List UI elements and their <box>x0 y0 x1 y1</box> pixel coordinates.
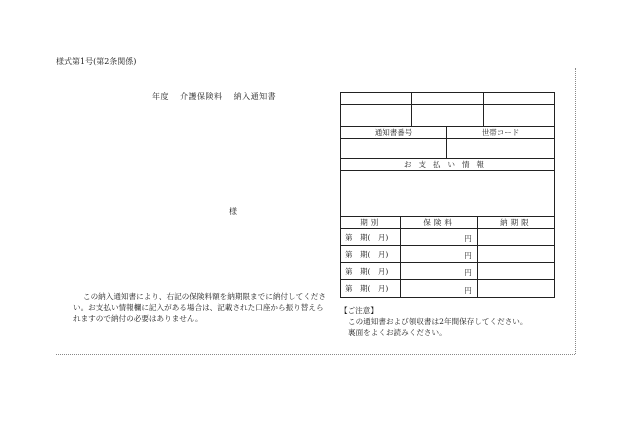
insurance-label: 介護保険料 <box>180 92 223 101</box>
premium-cell: 円 <box>401 280 477 297</box>
premium-cell: 円 <box>401 263 477 279</box>
table-row <box>341 229 554 246</box>
period-cell: 第 期( 月) <box>341 280 401 297</box>
cut-line-vertical <box>575 68 576 354</box>
period-header: 期別 <box>341 217 401 228</box>
instruction-text: この納入通知書により、右記の保険料額を納期限までに納付してください。お支払い情報欄に記入がある場合は、記載された口座から振り替えられますので納付の必要はありません。 <box>73 292 326 323</box>
addressee-honorific: 様 <box>229 207 237 216</box>
payment-instructions <box>73 291 328 324</box>
table-row-top <box>341 93 554 105</box>
table-row-codes-head <box>341 127 554 139</box>
blank-cell <box>484 105 554 126</box>
notice-number-label: 通知書番号 <box>341 127 447 138</box>
notice-label: 納入通知書 <box>233 92 277 101</box>
table-row-codes <box>341 139 554 159</box>
blank-cell <box>412 105 483 126</box>
household-code-label: 世帯コード <box>481 128 520 137</box>
year-label: 年度 <box>152 92 169 101</box>
table-row-column-head <box>341 217 554 229</box>
period-cell: 第 期( 月) <box>341 246 401 262</box>
premium-cell: 円 <box>401 246 477 262</box>
cut-line-horizontal <box>56 354 575 355</box>
deadline-cell <box>478 263 554 279</box>
notes-section <box>340 305 528 338</box>
premium-cell: 円 <box>401 229 477 245</box>
table-row-top2 <box>341 105 554 127</box>
blank-cell <box>484 93 554 104</box>
period-cell: 第 期( 月) <box>341 263 401 279</box>
payment-table <box>340 92 555 298</box>
notes-line-2: 裏面をよくお読みください。 <box>348 328 447 337</box>
deadline-cell <box>478 280 554 297</box>
blank-cell <box>341 93 412 104</box>
form-number: 様式第1号(第2条関係) <box>56 57 137 66</box>
deadline-header: 納期限 <box>500 218 532 227</box>
blank-cell <box>341 105 412 126</box>
document-title <box>152 91 284 102</box>
period-cell: 第 期( 月) <box>341 229 401 245</box>
table-row <box>341 280 554 297</box>
premium-header: 保険料 <box>401 217 477 228</box>
household-code-value <box>447 139 554 158</box>
table-row <box>341 246 554 263</box>
notes-heading: 【ご注意】 <box>340 306 378 315</box>
table-row-info <box>341 171 554 217</box>
deadline-cell <box>478 246 554 262</box>
table-row <box>341 263 554 280</box>
deadline-cell <box>478 229 554 245</box>
payment-info-value <box>341 171 554 216</box>
table-row-info-head <box>341 159 554 171</box>
notice-number-value <box>341 139 447 158</box>
payment-info-label: お支払い情報 <box>404 160 491 169</box>
blank-cell <box>412 93 483 104</box>
notes-line-1: この通知書および領収書は2年間保存してください。 <box>348 317 528 326</box>
